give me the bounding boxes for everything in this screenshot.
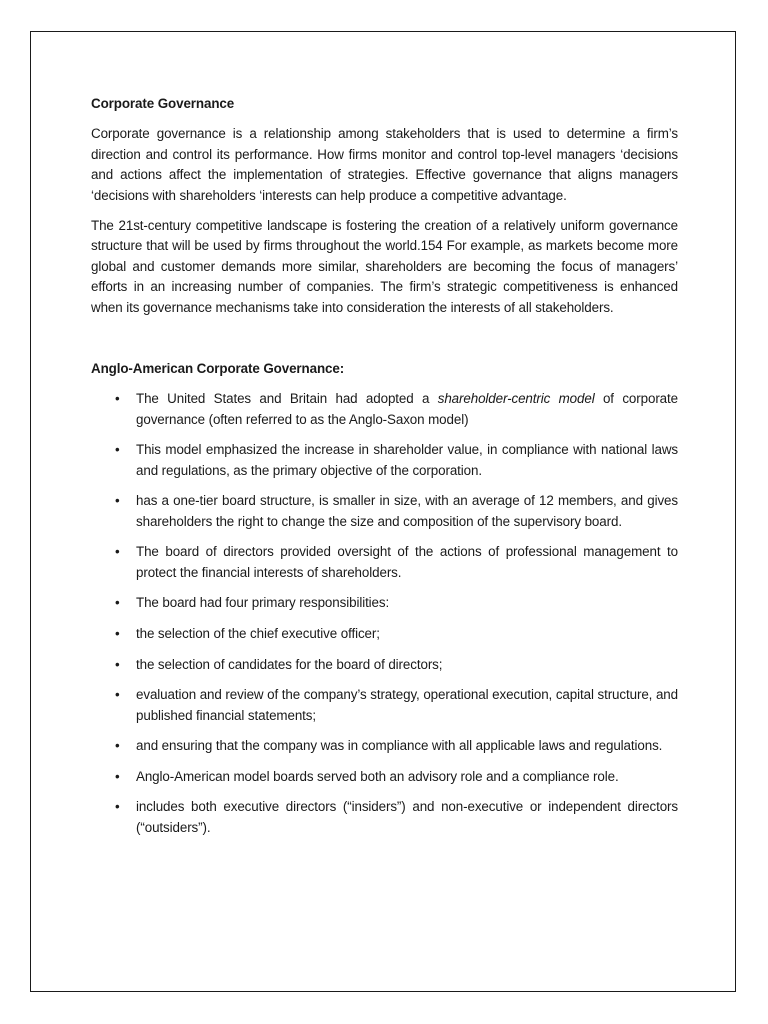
list-item bbox=[91, 767, 678, 787]
list-item-text: evaluation and review of the company’s strategy, operational execution, capital structure, and published financial statements; bbox=[136, 687, 678, 723]
bullet-icon: • bbox=[115, 799, 120, 815]
document-content bbox=[91, 94, 678, 848]
bullet-icon: • bbox=[115, 442, 120, 458]
bullet-icon: • bbox=[115, 738, 120, 754]
intro-paragraph: Corporate governance is a relationship among stakeholders that is used to determine a firm’s direction and control its performance. How firms monitor and control top-level managers ‘decisions and actions affect the implementation of strategies. Effective governance that aligns managers ‘decisions with shareholders ‘interests can help produce a competitive advantage. bbox=[91, 126, 678, 203]
list-item-text: Anglo-American model boards served both an advisory role and a compliance role. bbox=[136, 768, 619, 784]
bullet-icon: • bbox=[115, 656, 120, 672]
list-item-text: and ensuring that the company was in compliance with all applicable laws and regulations. bbox=[136, 738, 663, 754]
list-item-text: has a one-tier board structure, is smaller in size, with an average of 12 members, and gives shareholders the right to change the size and composition of the supervisory board. bbox=[136, 493, 678, 529]
list-item-text: This model emphasized the increase in shareholder value, in compliance with national laws and regulations, as the primary objective of the corporation. bbox=[136, 442, 678, 478]
bullet-list bbox=[91, 389, 678, 838]
list-item bbox=[91, 736, 678, 756]
bullet-icon: • bbox=[115, 768, 120, 784]
list-item bbox=[91, 593, 678, 613]
bullet-icon: • bbox=[115, 626, 120, 642]
list-item-text: the selection of candidates for the board of directors; bbox=[136, 656, 443, 672]
bullet-icon: • bbox=[115, 544, 120, 560]
emphasis-text: shareholder-centric model bbox=[437, 391, 595, 407]
list-item bbox=[91, 797, 678, 838]
landscape-paragraph: The 21st-century competitive landscape is fostering the creation of a relatively uniform governance structure that will be used by firms throughout the world.154 For example, as markets become more global and customer demands more similar, shareholders are becoming the focus of managers’ efforts in an increasing number of companies. The firm’s strategic competitiveness is enhanced when its governance mechanisms take into consideration the interests of all stakeholders. bbox=[91, 218, 678, 315]
list-item-text: The United States and Britain had adopted a shareholder-centric model of corporate governance (often referred to as the Anglo-Saxon model) bbox=[136, 391, 678, 427]
list-item bbox=[91, 389, 678, 430]
list-item-text: The board had four primary responsibilities: bbox=[136, 595, 390, 611]
list-item-text: includes both executive directors (“insiders”) and non-executive or independent directors (“outsiders”). bbox=[136, 799, 678, 835]
document-page bbox=[30, 31, 736, 992]
bullet-icon: • bbox=[115, 391, 120, 407]
bullet-icon: • bbox=[115, 687, 120, 703]
list-item bbox=[91, 655, 678, 675]
bullet-icon: • bbox=[115, 493, 120, 509]
list-item bbox=[91, 440, 678, 481]
list-item bbox=[91, 685, 678, 726]
list-item bbox=[91, 491, 678, 532]
document-title: Corporate Governance bbox=[91, 96, 235, 111]
section-heading: Anglo-American Corporate Governance: bbox=[91, 361, 345, 377]
list-item bbox=[91, 542, 678, 583]
list-item-text: the selection of the chief executive officer; bbox=[136, 626, 380, 642]
bullet-icon: • bbox=[115, 595, 120, 611]
list-item-text: The board of directors provided oversight of the actions of professional management to protect the financial interests of shareholders. bbox=[136, 544, 678, 580]
list-item bbox=[91, 624, 678, 644]
